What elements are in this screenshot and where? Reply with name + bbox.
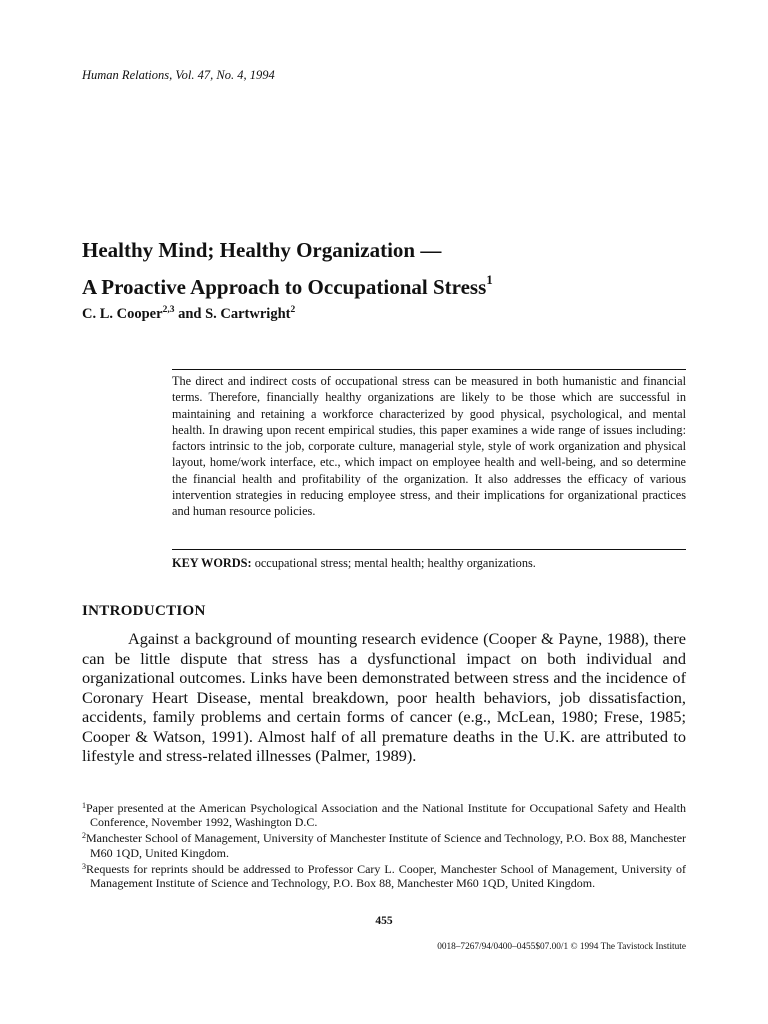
footnote-mark: 1 [82,801,86,810]
page-number: 455 [375,915,393,927]
article-title [82,236,702,302]
footnote [82,799,686,829]
keywords-label: KEY WORDS: [172,556,252,570]
copyright-line: 0018–7267/94/0400–0455$07.00/1 © 1994 The Tavistock Institute [437,942,686,952]
author-affiliation-marks: 2,3 [162,305,175,315]
footnote-text: Manchester School of Management, University of Manchester Institute of Science and Technology, P.O. Box 88, Manchester M60 1QD, United Kingdom. [86,831,687,860]
keywords-line [172,556,686,571]
footnote-text: Requests for reprints should be addressed to Professor Cary L. Cooper, Manchester School of Management, University of Management Institute of Science and Technology, P.O. Box 88, Manchester M60 1QD, United Kingdom. [86,861,686,891]
author-affiliation-marks: 2 [290,305,296,315]
footnote [82,860,686,890]
title-footnote-mark: 1 [486,272,493,287]
journal-citation: Human Relations, Vol. 47, No. 4, 1994 [82,68,275,82]
footnotes [82,799,686,890]
abstract-text: The direct and indirect costs of occupational stress can be measured in both humanistic and financial terms. Therefore, financially healthy organizations are likely to be those which are successful in maintaining and retaining a workforce characterized by good physical, psychological, and mental health. In drawing upon recent empirical studies, this paper examines a wide range of issues including: factors intrinsic to the job, corporate culture, managerial style, style of work organization and physical layout, home/work interface, etc., which impact on employee health and well-being, and so determine the financial health and profitability of the organization. It also addresses the efficacy of various intervention strategies in reducing employee stress, and their implications for organizational practices and human resource policies. [172,374,686,519]
footnote-mark: 2 [82,831,86,841]
author-name: C. L. Cooper [82,306,163,322]
footnote [82,829,686,859]
section-heading-introduction: INTRODUCTION [82,603,206,619]
title-line-2: A Proactive Approach to Occupational Stress [82,275,487,299]
abstract-top-rule [172,369,686,370]
title-line-1: Healthy Mind; Healthy Organization — [82,238,442,262]
footnote-text: Paper presented at the American Psychological Association and the National Institute for Occupational Safety and Health Conference, November 1992, Washington D.C. [86,801,686,830]
keywords-list: occupational stress; mental health; healthy organizations. [254,556,536,570]
footnote-mark: 3 [82,861,86,871]
abstract-bottom-rule [172,549,686,550]
author-conjunction: and [178,306,202,322]
author-name: S. Cartwright [205,306,291,322]
introduction-paragraph: Against a background of mounting research evidence (Cooper & Payne, 1988), there can be little dispute that stress has a dysfunctional impact on both individual and organizational outcomes. Links have been demonstrated between stress and the incidence of Coronary Heart Disease, mental breakdown, poor health behaviors, job dissatisfaction, accidents, family problems and certain forms of cancer (e.g., McLean, 1980; Frese, 1985; Cooper & Watson, 1991). Almost half of all premature deaths in the U.K. are attributed to lifestyle and stress-related illnesses (Palmer, 1989). [82,629,686,765]
author-line [82,305,295,323]
